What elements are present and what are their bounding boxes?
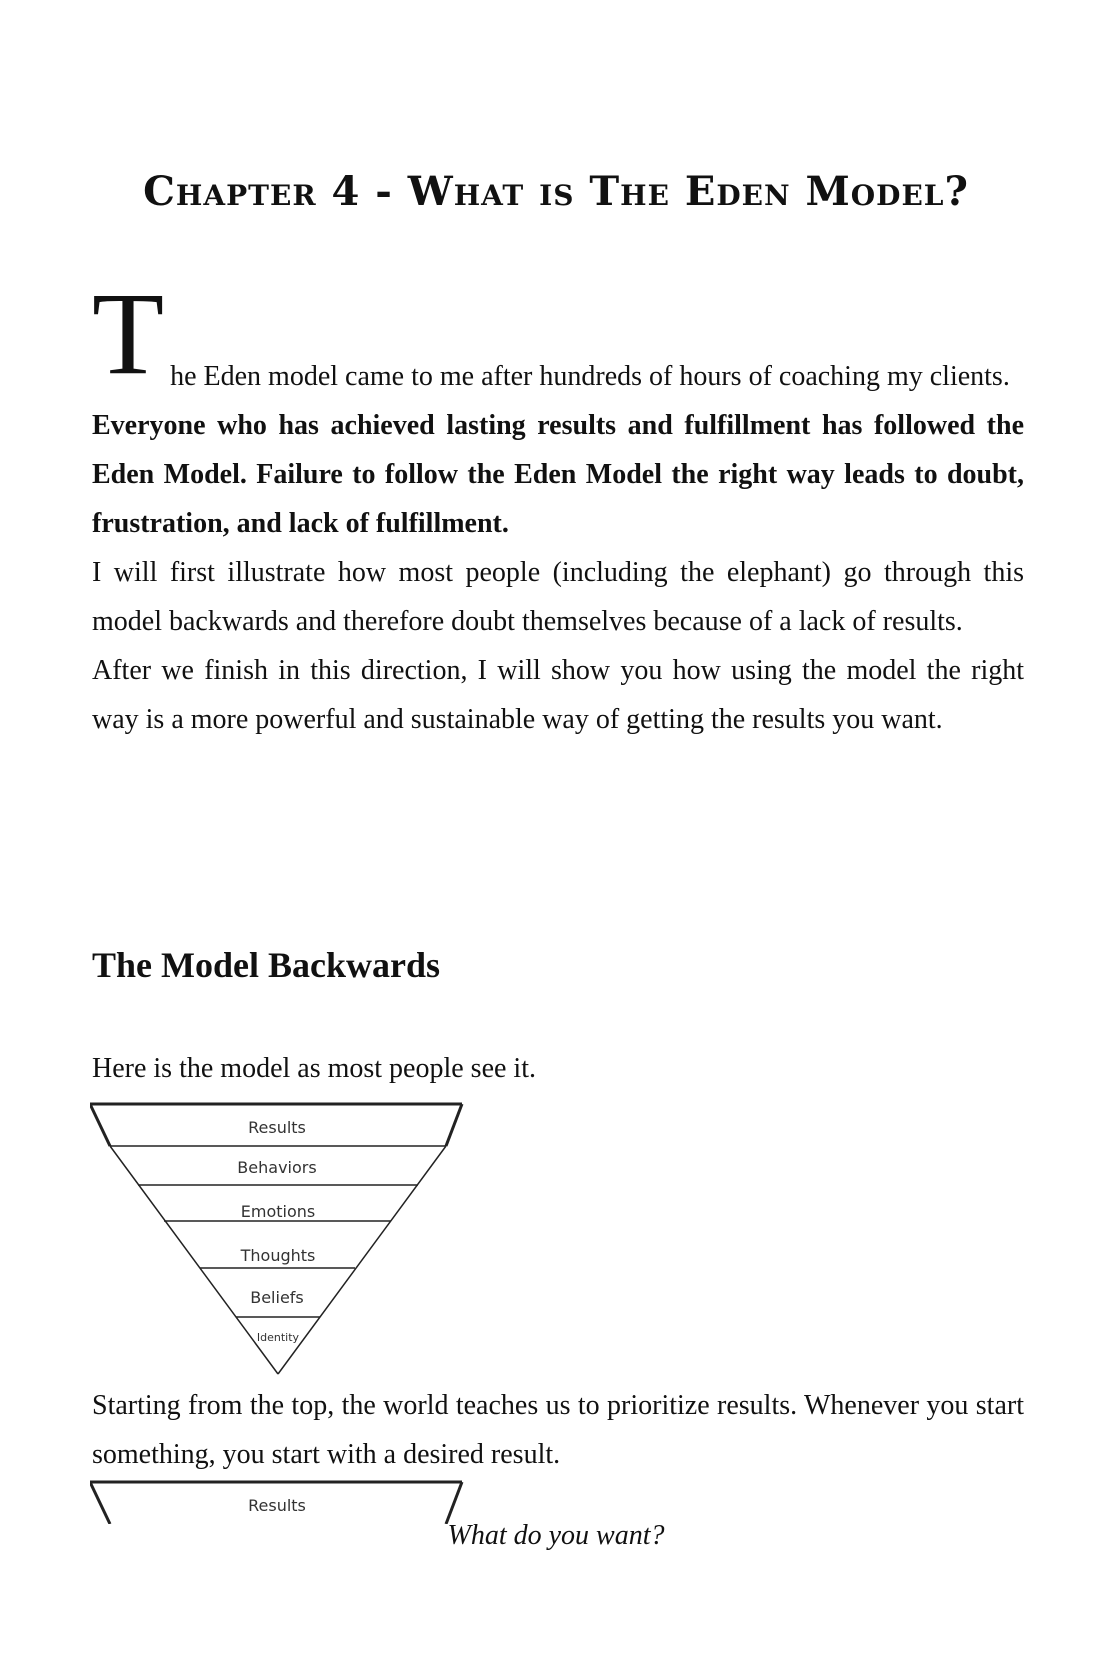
- results-layer-label: Results: [248, 1496, 306, 1515]
- after-diagram-text: [92, 1381, 1024, 1479]
- chapter-title: Chapter 4 - What is The Eden Model?: [143, 168, 969, 215]
- pyramid-left-rim: [90, 1104, 110, 1146]
- results-left-rim: [90, 1482, 110, 1524]
- section-heading: The Model Backwards: [92, 945, 441, 985]
- results-layer-diagram: [90, 1480, 470, 1524]
- paragraph-3: After we finish in this direction, I will show you how using the model the right way is a more powerful and sustainable way of getting the results you want.: [92, 655, 1024, 735]
- pyramid-layer-behaviors: Behaviors: [237, 1158, 317, 1177]
- pyramid-layer-identity: Identity: [256, 1331, 300, 1344]
- pyramid-layer-thoughts: Thoughts: [240, 1246, 316, 1265]
- drop-cap: T: [92, 268, 165, 399]
- first-paragraph-text: he Eden model came to me after hundreds of hours of coaching my clients.: [170, 361, 1010, 392]
- section-lead: [92, 1044, 1024, 1093]
- first-paragraph: [92, 268, 1024, 401]
- results-right-rim: [446, 1482, 462, 1524]
- intro-text: [92, 268, 1024, 744]
- section-lead-text: Here is the model as most people see it.: [92, 1053, 536, 1084]
- paragraph-2: I will first illustrate how most people (including the elephant) go through this model backwards and therefore doubt themselves because of a lack of results.: [92, 557, 1024, 637]
- eden-model-pyramid-diagram: [90, 1102, 470, 1380]
- caption-question: What do you want?: [447, 1520, 665, 1551]
- bold-paragraph: Everyone who has achieved lasting results and fulfillment has followed the Eden Model. Failure to follow the Eden Model the right way leads to doubt, frustration, and lack of fulfillment.: [92, 410, 1024, 539]
- pyramid-layer-beliefs: Beliefs: [250, 1288, 304, 1307]
- pyramid-layer-results: Results: [248, 1118, 306, 1137]
- after-diagram-paragraph: Starting from the top, the world teaches us to prioritize results. Whenever you start something, you start with a desired result.: [92, 1390, 1024, 1470]
- pyramid-right-rim: [446, 1104, 462, 1146]
- pyramid-layer-emotions: Emotions: [240, 1202, 316, 1221]
